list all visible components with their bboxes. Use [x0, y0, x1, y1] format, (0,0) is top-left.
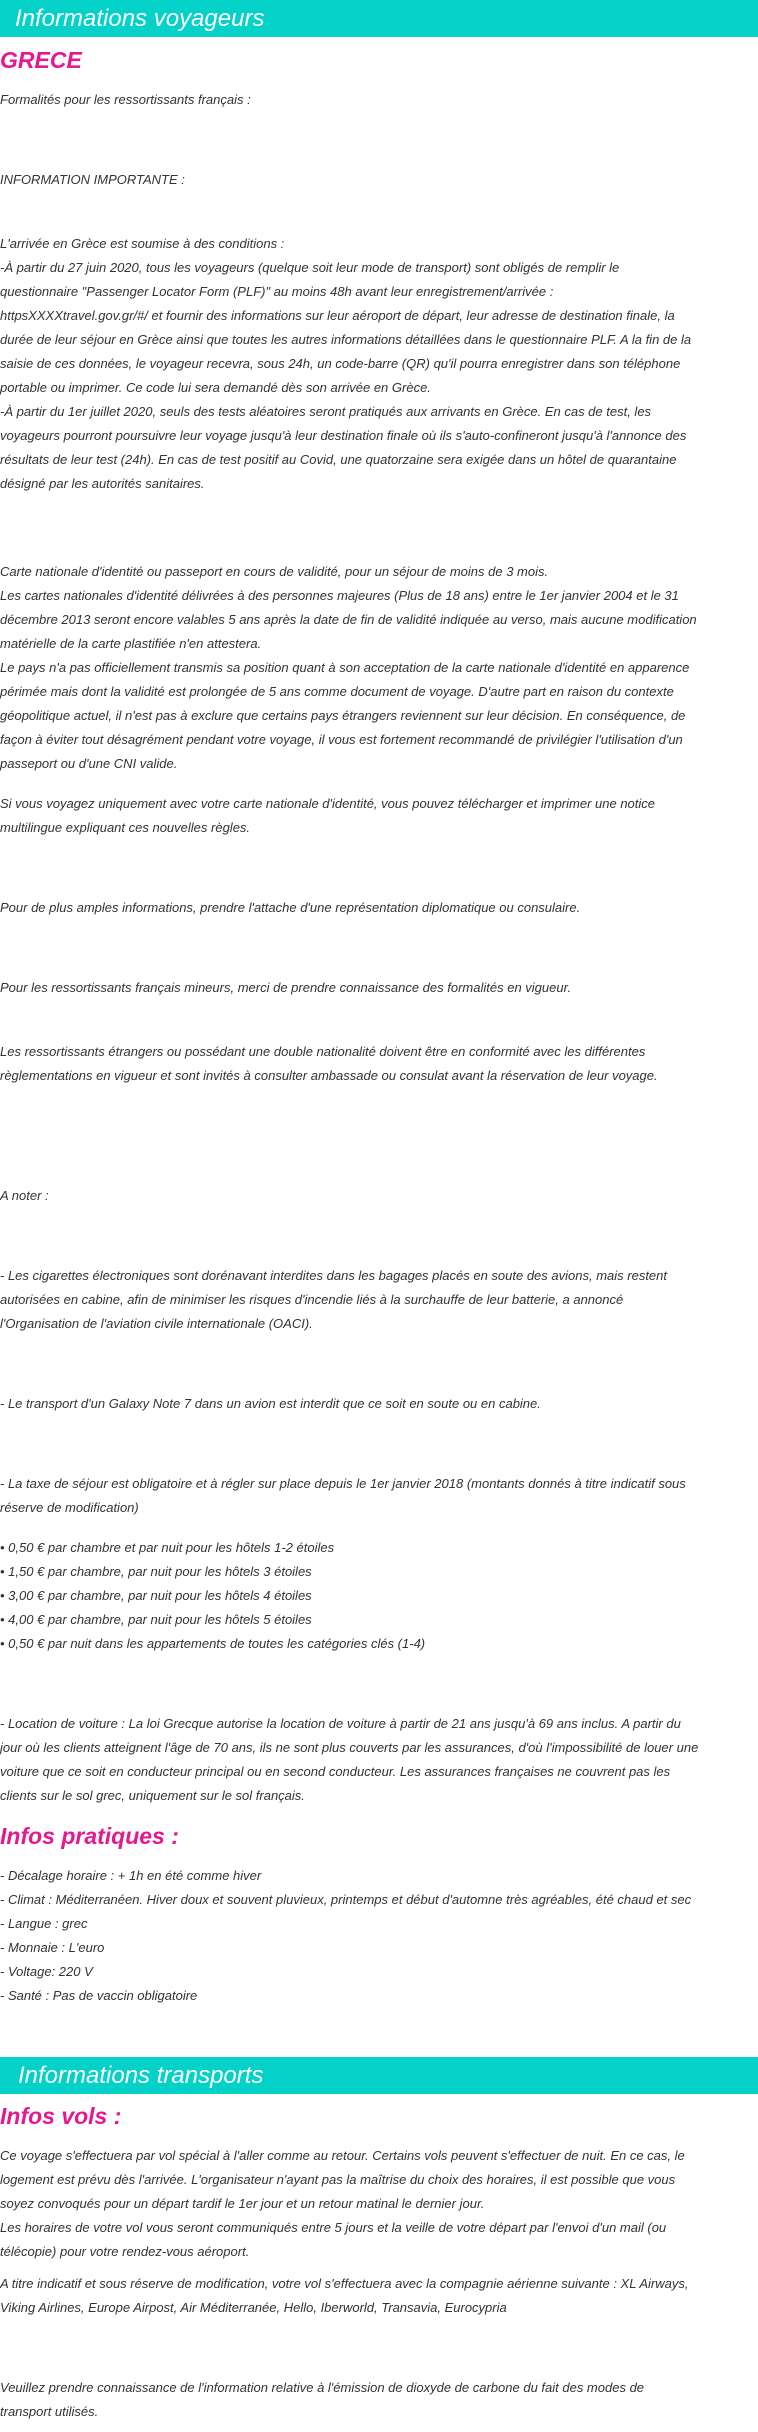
text-line: soyez convoqués pour un départ tardif le 1er jour et un retour matinal le dernier jour. — [0, 2196, 485, 2211]
text-line: Les ressortissants étrangers ou possédant une double nationalité doivent être en conformité avec les différentes — [0, 1044, 646, 1059]
section-header-transports — [0, 2057, 758, 2094]
text-line: Carte nationale d'identité ou passeport en cours de validité, pour un séjour de moins de 3 mois. — [0, 564, 549, 579]
infos-vols-title: Infos vols : — [0, 2103, 122, 2129]
anoter-label: A noter : — [0, 1188, 49, 1203]
text-line: multilingue expliquant ces nouvelles règles. — [0, 820, 251, 835]
foreigners-paragraph — [0, 1040, 758, 1088]
list-item: - Santé : Pas de vaccin obligatoire — [0, 1988, 198, 2003]
compagnie-paragraph — [0, 2272, 758, 2320]
text-line: Le pays n'a pas officiellement transmis sa position quant à son acceptation de la carte nationale d'identité en apparence — [0, 660, 690, 675]
section-header-voyageurs — [0, 0, 758, 37]
text-line: Les horaires de votre vol vous seront communiqués entre 5 jours et la veille de votre départ par l'envoi d'un mail (ou — [0, 2220, 667, 2235]
text-line: Ce voyage s'effectuera par vol spécial à l'aller comme au retour. Certains vols peuvent s'effectuer de nuit. En ce cas, le — [0, 2148, 685, 2163]
text-line: Viking Airlines, Europe Airpost, Air Méditerranée, Hello, Iberworld, Transavia, Eurocypria — [0, 2300, 507, 2315]
text-line: Veuillez prendre connaissance de l'information relative à l'émission de dioxyde de carbone du fait des modes de — [0, 2380, 645, 2395]
text-line: matérielle de la carte plastifiée n'en attestera. — [0, 636, 262, 651]
vols-paragraph — [0, 2144, 758, 2264]
section-title: Informations voyageurs — [15, 5, 265, 32]
list-item: - Voltage: 220 V — [0, 1964, 93, 1979]
list-item: • 0,50 € par chambre et par nuit pour les hôtels 1-2 étoiles — [0, 1540, 335, 1555]
text-line: L'arrivée en Grèce est soumise à des conditions : — [0, 236, 285, 251]
text-line: httpsXXXXtravel.gov.gr/#/ et fournir des informations sur leur aéroport de départ, leur adresse de destination finale, la — [0, 308, 675, 323]
list-item: • 0,50 € par nuit dans les appartements de toutes les catégories clés (1-4) — [0, 1636, 426, 1651]
text-line: télécopie) pour votre rendez-vous aéroport. — [0, 2244, 250, 2259]
text-line: réserve de modification) — [0, 1500, 139, 1515]
text-line: jour où les clients atteignent l'âge de 70 ans, ils ne sont plus couverts par les assurances, d'où l'impossibilité de louer une — [0, 1740, 699, 1755]
intro-text: Formalités pour les ressortissants français : — [0, 92, 251, 107]
text-line: résultats de leur test (24h). En cas de test positif au Covid, une quatorzaine sera exigée dans un hôtel de quarantaine — [0, 452, 677, 467]
important-label: INFORMATION IMPORTANTE : — [0, 172, 185, 187]
minors-text: Pour les ressortissants français mineurs, merci de prendre connaissance des formalités en vigueur. — [0, 980, 572, 995]
text-line: logement est prévu dès l'arrivée. L'organisateur n'ayant pas la maîtrise du choix des horaires, il est possible que vous — [0, 2172, 676, 2187]
cigarettes-paragraph — [0, 1264, 758, 1336]
location-paragraph — [0, 1712, 758, 1808]
list-item: - Décalage horaire : + 1h en été comme hiver — [0, 1868, 262, 1883]
text-line: questionnaire "Passenger Locator Form (PLF)" au moins 48h avant leur enregistrement/arrivée : — [0, 284, 554, 299]
text-line: Les cartes nationales d'identité délivrées à des personnes majeures (Plus de 18 ans) entre le 1er janvier 2004 et le 31 — [0, 588, 679, 603]
text-line: -À partir du 27 juin 2020, tous les voyageurs (quelque soit leur mode de transport) sont obligés de remplir le — [0, 260, 620, 275]
text-line: géopolitique actuel, il n'est pas à exclure que certains pays étrangers reviennent sur leur décision. En conséquence, de — [0, 708, 686, 723]
text-line: passeport ou d'une CNI valide. — [0, 756, 178, 771]
text-line: autorisées en cabine, afin de minimiser les risques d'incendie liés à la surchauffe de leur batterie, a annoncé — [0, 1292, 624, 1307]
text-line: Si vous voyagez uniquement avec votre carte nationale d'identité, vous pouvez télécharger et imprimer une notice — [0, 796, 656, 811]
text-line: - La taxe de séjour est obligatoire et à régler sur place depuis le 1er janvier 2018 (montants donnés à titre indicatif sous — [0, 1476, 686, 1491]
text-line: clients sur le sol grec, uniquement sur le sol français. — [0, 1788, 305, 1803]
list-item: - Monnaie : L'euro — [0, 1940, 105, 1955]
section-title: Informations transports — [18, 2062, 264, 2089]
text-line: - Les cigarettes électroniques sont dorénavant interdites dans les bagages placés en soute des avions, mais restent — [0, 1268, 668, 1283]
text-line: A titre indicatif et sous réserve de modification, votre vol s'effectuera avec la compagnie aérienne suivante : XL Airways, — [0, 2276, 689, 2291]
list-item: - Climat : Méditerranéen. Hiver doux et souvent pluvieux, printemps et début d'automne très agréables, été chaud et sec — [0, 1892, 692, 1907]
text-line: voiture que ce soit en conducteur principal ou en second conducteur. Les assurances françaises ne couvrent pas les — [0, 1764, 671, 1779]
text-line: portable ou imprimer. Ce code lui sera demandé dès son arrivée en Grèce. — [0, 380, 431, 395]
text-line: façon à éviter tout désagrément pendant votre voyage, il vous est fortement recommandé de privilégier l'utilisation d'un — [0, 732, 683, 747]
text-line: décembre 2013 seront encore valables 5 ans après la date de fin de validité indiquée au verso, mais aucune modification — [0, 612, 697, 627]
list-item: • 3,00 € par chambre, par nuit pour les hôtels 4 étoiles — [0, 1588, 312, 1603]
country-title: GRECE — [0, 47, 82, 73]
list-item: • 4,00 € par chambre, par nuit pour les hôtels 5 étoiles — [0, 1612, 312, 1627]
text-line: l'Organisation de l'aviation civile internationale (OACI). — [0, 1316, 313, 1331]
list-item: - Langue : grec — [0, 1916, 88, 1931]
conditions-paragraph — [0, 232, 758, 496]
text-line: désigné par les autorités sanitaires. — [0, 476, 205, 491]
identity-paragraph — [0, 560, 758, 776]
text-line: saisie de ces données, le voyageur recevra, sous 24h, un code-barre (QR) qu'il pourra enregistrer dans son téléphone — [0, 356, 681, 371]
text-line: voyageurs pourront poursuivre leur voyage jusqu'à leur destination finale où ils s'auto-confineront jusqu'à l'annonce des — [0, 428, 687, 443]
text-line: transport utilisés. — [0, 2404, 99, 2419]
notice-paragraph — [0, 792, 758, 840]
co2-paragraph — [0, 2376, 758, 2424]
text-line: règlementations en vigueur et sont invités à consulter ambassade ou consulat avant la réservation de leur voyage. — [0, 1068, 658, 1083]
taxe-paragraph — [0, 1472, 758, 1520]
taxe-list — [0, 1536, 758, 1656]
text-line: durée de leur séjour en Grèce ainsi que toutes les autres informations détaillées dans le questionnaire PLF. A la fin de la — [0, 332, 692, 347]
diplomatic-text: Pour de plus amples informations, prendre l'attache d'une représentation diplomatique ou consulaire. — [0, 900, 581, 915]
text-line: -À partir du 1er juillet 2020, seuls des tests aléatoires seront pratiqués aux arrivants en Grèce. En cas de test, les — [0, 404, 652, 419]
pratiques-list — [0, 1864, 758, 2008]
list-item: • 1,50 € par chambre, par nuit pour les hôtels 3 étoiles — [0, 1564, 312, 1579]
text-line: - Location de voiture : La loi Grecque autorise la location de voiture à partir de 21 ans jusqu'à 69 ans inclus. A partir du — [0, 1716, 681, 1731]
galaxy-text: - Le transport d'un Galaxy Note 7 dans un avion est interdit que ce soit en soute ou en cabine. — [0, 1396, 541, 1411]
infos-pratiques-title: Infos pratiques : — [0, 1823, 179, 1849]
text-line: périmée mais dont la validité est prolongée de 5 ans comme document de voyage. D'autre part en raison du contexte — [0, 684, 674, 699]
